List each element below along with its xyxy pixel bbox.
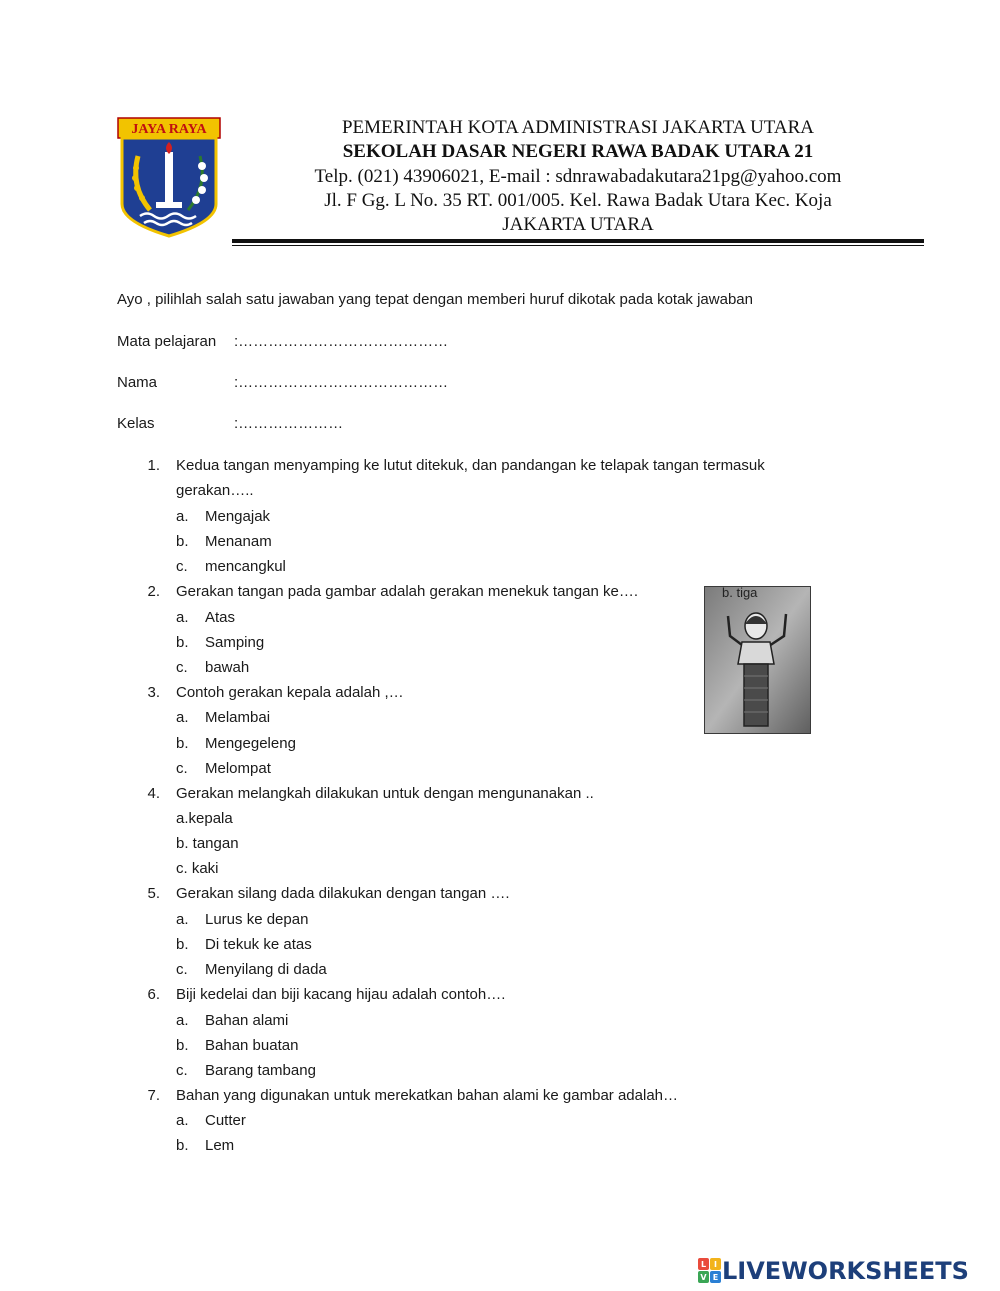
- question-text: Gerakan melangkah dilakukan untuk dengan mengunanakan ..: [176, 785, 594, 802]
- option-text: bawah: [205, 659, 250, 676]
- question-number: 6.: [147, 986, 160, 1003]
- header-address-line: Jl. F Gg. L No. 35 RT. 001/005. Kel. Rawa Badak Utara Kec. Koja: [324, 190, 832, 211]
- option-letter: b.: [176, 936, 189, 953]
- option-letter: b.: [176, 634, 189, 651]
- field-label-class: Kelas: [117, 415, 155, 432]
- option-letter: a.: [176, 1112, 189, 1129]
- option-text: c. kaki: [176, 860, 219, 877]
- question-number: 3.: [147, 684, 160, 701]
- girl-arms-raised-photo-icon: [704, 586, 811, 734]
- field-value-class: :…………………: [234, 415, 344, 432]
- option-text: mencangkul: [205, 558, 286, 575]
- option-letter: c.: [176, 659, 188, 676]
- option-letter: b.: [176, 1137, 189, 1154]
- field-value-name: :……………………………………: [234, 374, 449, 391]
- question-text: Biji kedelai dan biji kacang hijau adalah contoh….: [176, 986, 506, 1003]
- field-label-name: Nama: [117, 374, 158, 391]
- option-letter: c.: [176, 558, 188, 575]
- option-letter: b.: [176, 533, 189, 550]
- header-divider-thin: [232, 245, 924, 246]
- instruction-text: Ayo , pilihlah salah satu jawaban yang tepat dengan memberi huruf dikotak pada kotak jawaban: [117, 291, 753, 308]
- question-number: 5.: [147, 885, 160, 902]
- question-number: 4.: [147, 785, 160, 802]
- option-text: Lem: [205, 1137, 235, 1154]
- option-text: Mengajak: [205, 508, 271, 525]
- option-text: Barang tambang: [205, 1062, 316, 1079]
- brand-name: LIVEWORKSHEETS: [722, 1257, 969, 1285]
- question-number: 1.: [147, 457, 160, 474]
- option-text: Samping: [205, 634, 265, 651]
- question-text: Gerakan tangan pada gambar adalah gerakan menekuk tangan ke….: [176, 583, 638, 600]
- option-letter: a.: [176, 508, 189, 525]
- option-text: Bahan alami: [205, 1012, 289, 1029]
- option-letter: a.: [176, 609, 189, 626]
- option-letter: c.: [176, 961, 188, 978]
- option-text: Di tekuk ke atas: [205, 936, 312, 953]
- option-letter: a.: [176, 709, 189, 726]
- option-text: a.kepala: [176, 810, 233, 827]
- option-text: Bahan buatan: [205, 1037, 299, 1054]
- option-letter: b.: [176, 1037, 189, 1054]
- question-text: Gerakan silang dada dilakukan dengan tangan ….: [176, 885, 510, 902]
- svg-text:L: L: [700, 1260, 707, 1269]
- header-city-line: JAKARTA UTARA: [502, 214, 654, 235]
- option-letter: a.: [176, 911, 189, 928]
- option-text: Mengegeleng: [205, 735, 296, 752]
- option-text: Melambai: [205, 709, 271, 726]
- svg-text:I: I: [714, 1260, 717, 1269]
- liveworksheets-brand: [698, 1256, 969, 1286]
- question-number: 2.: [147, 583, 160, 600]
- field-label-subject: Mata pelajaran: [117, 333, 217, 350]
- option-text: Atas: [205, 609, 236, 626]
- option-text: Cutter: [205, 1112, 246, 1129]
- svg-text:E: E: [712, 1273, 719, 1282]
- option-text: Lurus ke depan: [205, 911, 309, 928]
- option-letter: c.: [176, 1062, 188, 1079]
- question-text-continued: gerakan…..: [176, 482, 254, 499]
- option-text: b. tangan: [176, 835, 239, 852]
- option-text: Menanam: [205, 533, 272, 550]
- field-value-subject: :……………………………………: [234, 333, 449, 350]
- header-divider-thick: [232, 239, 924, 243]
- header-government-line: PEMERINTAH KOTA ADMINISTRASI JAKARTA UTARA: [341, 117, 814, 138]
- question-text: Bahan yang digunakan untuk merekatkan bahan alami ke gambar adalah…: [176, 1087, 679, 1104]
- liveworksheets-logo-icon: [698, 1258, 722, 1284]
- header-contact-line: Telp. (021) 43906021, E-mail : sdnrawabadakutara21pg@yahoo.com: [314, 166, 842, 187]
- header-school-name: SEKOLAH DASAR NEGERI RAWA BADAK UTARA 21: [342, 141, 814, 162]
- option-text: Menyilang di dada: [205, 961, 327, 978]
- emblem-banner-text: JAYA RAYA: [131, 122, 207, 137]
- svg-text:V: V: [700, 1273, 707, 1282]
- option-text: Melompat: [205, 760, 271, 777]
- option-letter: c.: [176, 760, 188, 777]
- question-number: 7.: [147, 1087, 160, 1104]
- option-letter: a.: [176, 1012, 189, 1029]
- option-letter: b.: [176, 735, 189, 752]
- figure-caption-fragment: b. tiga: [722, 586, 758, 600]
- jaya-raya-emblem-icon: [116, 116, 222, 238]
- question-text: Kedua tangan menyamping ke lutut ditekuk, dan pandangan ke telapak tangan termasuk: [176, 457, 765, 474]
- question-text: Contoh gerakan kepala adalah ,…: [176, 684, 404, 701]
